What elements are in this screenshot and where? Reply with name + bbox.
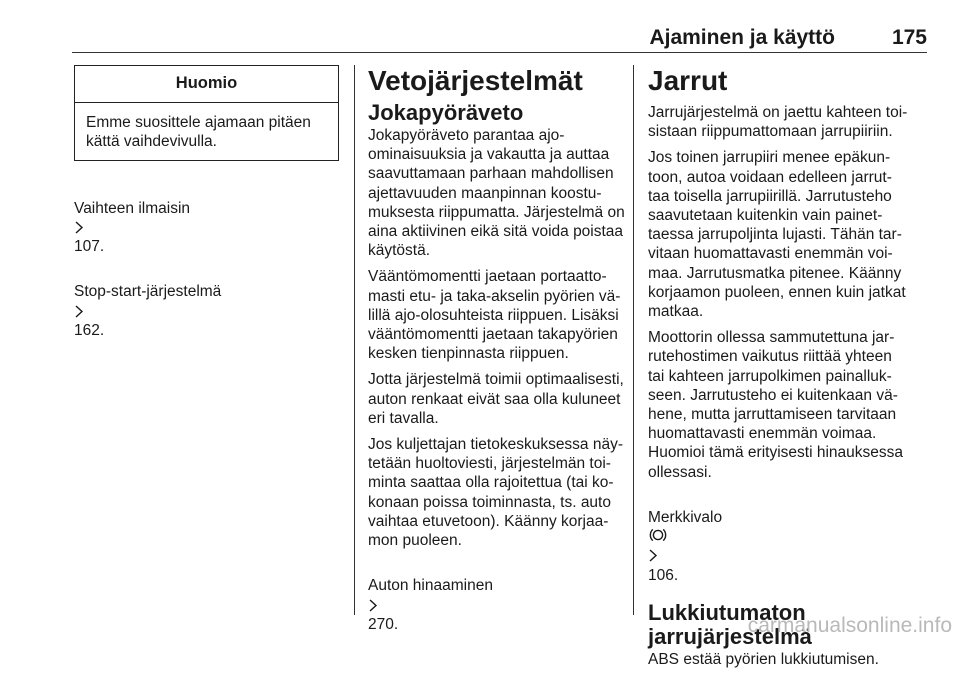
section-heading: Vetojärjestelmät <box>368 65 583 96</box>
reference-text: Merkkivalo <box>648 509 723 527</box>
page-reference-icon <box>74 221 84 234</box>
paragraph: ABS estää pyörien lukkiutumisen. <box>648 650 879 668</box>
reference-page: 107. <box>74 238 105 256</box>
cross-reference[interactable] <box>648 489 928 585</box>
paragraph: Jos toinen jarrupiiri menee epäkun- toon, autoa voidaan edelleen jarrut- taa toisella jarrupiirillä. Jarrutusteho saavutetaan kuitenkin vain painet- taessa jarrupoljinta lujasti. Tähän tar- vitaan huomattavasti enemmän voi- maa. Jarrutusmatka pitenee. Käänny korjaamon puoleen, ennen kuin jatkat matkaa. <box>648 149 906 321</box>
brake-warning-icon <box>648 527 668 543</box>
paragraph: Jos kuljettajan tietokeskuksessa näy- tetään huoltoviesti, järjestelmän toi- minta saattaa olla rajoitettua (tai ko- konaan poissa toiminnasta, ts. auto vaihtaa etuvetoon). Käänny korjaa- mon puoleen. <box>368 436 624 550</box>
paragraph: Jotta järjestelmä toimii optimaalisesti, auton renkaat eivät saa olla kuluneet eri tavalla. <box>368 371 624 427</box>
column-divider-1 <box>354 65 355 615</box>
page-reference-icon <box>648 549 658 562</box>
cross-reference[interactable] <box>74 263 339 340</box>
reference-text: Auton hinaaminen <box>368 577 493 595</box>
notice-text: Emme suosittele ajamaan pitäen kättä vaihdevivulla. <box>86 114 311 151</box>
column-2 <box>368 65 634 641</box>
page-reference-icon <box>368 599 378 612</box>
watermark: carmanualsonline.info <box>747 614 952 637</box>
subsection-heading: Lukkiutumaton jarrujärjestelmä <box>648 599 812 649</box>
reference-text: Stop-start-järjestelmä <box>74 283 222 301</box>
cross-reference[interactable] <box>368 557 634 634</box>
subsection-heading: Jokapyöräveto <box>368 100 524 125</box>
page-number: 175 <box>891 26 927 49</box>
reference-text: Vaihteen ilmaisin <box>74 199 191 217</box>
page-header <box>72 26 927 52</box>
notice-title: Huomio <box>75 66 338 103</box>
notice-box <box>74 65 339 161</box>
paragraph: Jarrujärjestelmä on jaettu kahteen toi- sistaan riippumattomaan jarrupiiriin. <box>648 104 908 141</box>
column-3 <box>648 65 928 676</box>
reference-page: 106. <box>648 566 679 584</box>
reference-page: 162. <box>74 321 105 339</box>
paragraph: Jokapyöräveto parantaa ajo- ominaisuuksia ja vakautta ja auttaa saavuttamaan parhaan mahdollisen ajettavuuden maanpinnan koostu- muksesta riippumatta. Järjestelmä on aina aktiivinen eikä sitä voida poistaa käytöstä. <box>368 127 625 260</box>
reference-page: 270. <box>368 615 399 633</box>
header-divider <box>72 52 927 53</box>
column-1 <box>74 65 339 347</box>
cross-reference[interactable] <box>74 179 339 256</box>
section-title: Ajaminen ja käyttö <box>649 26 835 49</box>
paragraph: Moottorin ollessa sammutettuna jar- rutehostimen vaikutus riittää yhteen tai kahteen jarrupolkimen painalluk- seen. Jarrutusteho ei kuitenkaan vä- hene, mutta jarruttamiseen tarvitaan huomattavasti enemmän voimaa. Huomioi tämä erityisesti hinauksessa ollessasi. <box>648 329 903 481</box>
section-heading: Jarrut <box>648 65 728 96</box>
page-reference-icon <box>74 305 84 318</box>
paragraph: Vääntömomentti jaetaan portaatto- masti etu- ja taka-akselin pyörien vä- lillä ajo-olosuhteista riippuen. Lisäksi vääntömomentti jaetaan takapyörien kesken tienpinnasta riippuen. <box>368 268 621 363</box>
